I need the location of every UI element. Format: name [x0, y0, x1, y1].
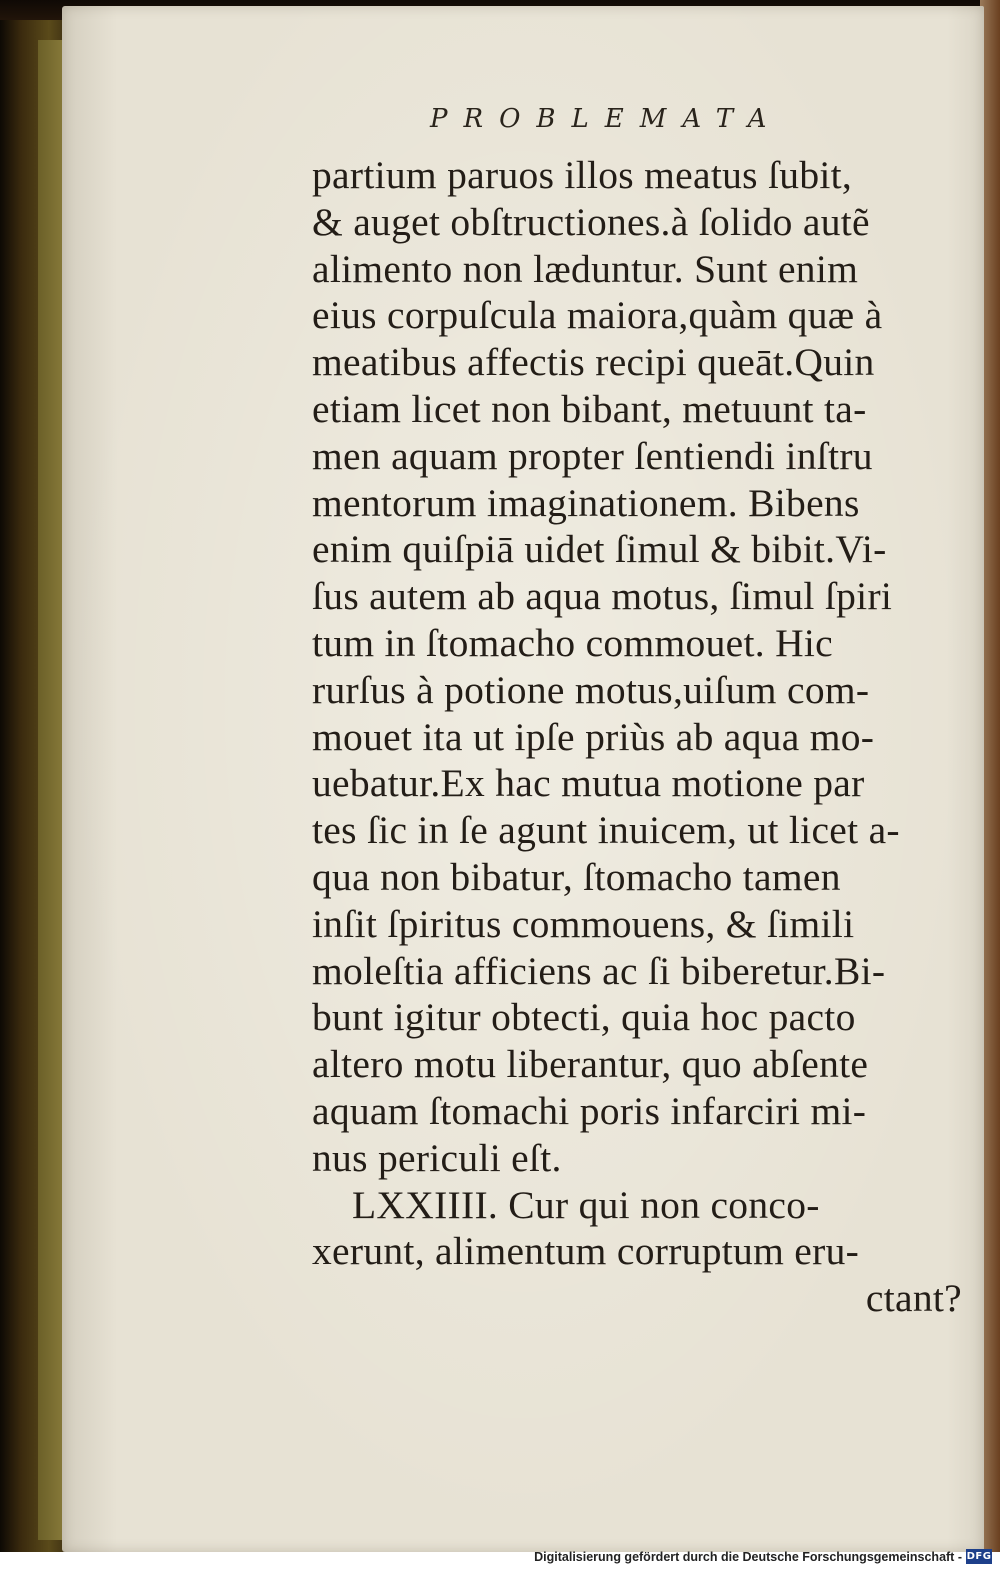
text-line: tum in ſtomacho commouet. Hic [312, 620, 834, 665]
text-line: meatibus affectis recipi queāt.Quin [312, 340, 875, 385]
page-body-text [312, 152, 962, 1322]
text-line: uebatur.Ex hac mutua motione par [312, 761, 865, 806]
text-line: qua non bibatur, ſtomacho tamen [312, 854, 841, 899]
text-line: & auget obſtructiones.à ſolido autẽ [312, 199, 870, 244]
text-line: altero motu liberantur, quo abſente [312, 1042, 869, 1087]
text-line: ſus autem ab aqua motus, ſimul ſpiri [312, 574, 893, 619]
running-head: PROBLEMATA [430, 104, 783, 134]
text-line: moleſtia afficiens ac ſi biberetur.Bi- [312, 948, 886, 993]
footer-credit: Digitalisierung gefördert durch die Deutsche Forschungsgemeinschaft - [534, 1550, 962, 1564]
text-line: etiam licet non bibant, metuunt ta- [312, 386, 867, 431]
text-line: inſit ſpiritus commouens, & ſimili [312, 901, 855, 946]
text-line: bunt igitur obtecti, quia hoc pacto [312, 995, 856, 1040]
catchword: ctant? [865, 1276, 962, 1321]
chapter-heading: LXXIIII. Cur qui non conco- [352, 1182, 820, 1227]
text-line: mouet ita ut ipſe priùs ab aqua mo- [312, 714, 875, 759]
text-line: mentorum imaginationem. Bibens [312, 480, 860, 525]
dfg-logo-icon: DFG [966, 1551, 992, 1562]
chapter-heading-continuation: xerunt, alimentum corruptum eru- [312, 1229, 860, 1274]
text-line: men aquam propter ſentiendi inſtru [312, 433, 873, 478]
text-line: eius corpuſcula maiora,quàm quæ à [312, 293, 883, 338]
text-line: aquam ſtomachi poris infarciri mi- [312, 1088, 867, 1133]
text-line: nus periculi eſt. [312, 1135, 562, 1180]
text-line: partium paruos illos meatus ſubit, [312, 153, 853, 197]
text-line: tes ſic in ſe agunt inuicem, ut licet a- [312, 808, 900, 853]
text-line: enim quiſpiā uidet ſimul & bibit.Vi- [312, 527, 887, 572]
text-line: rurſus à potione motus,uiſum com- [312, 667, 870, 712]
text-line: alimento non læduntur. Sunt enim [312, 246, 859, 291]
